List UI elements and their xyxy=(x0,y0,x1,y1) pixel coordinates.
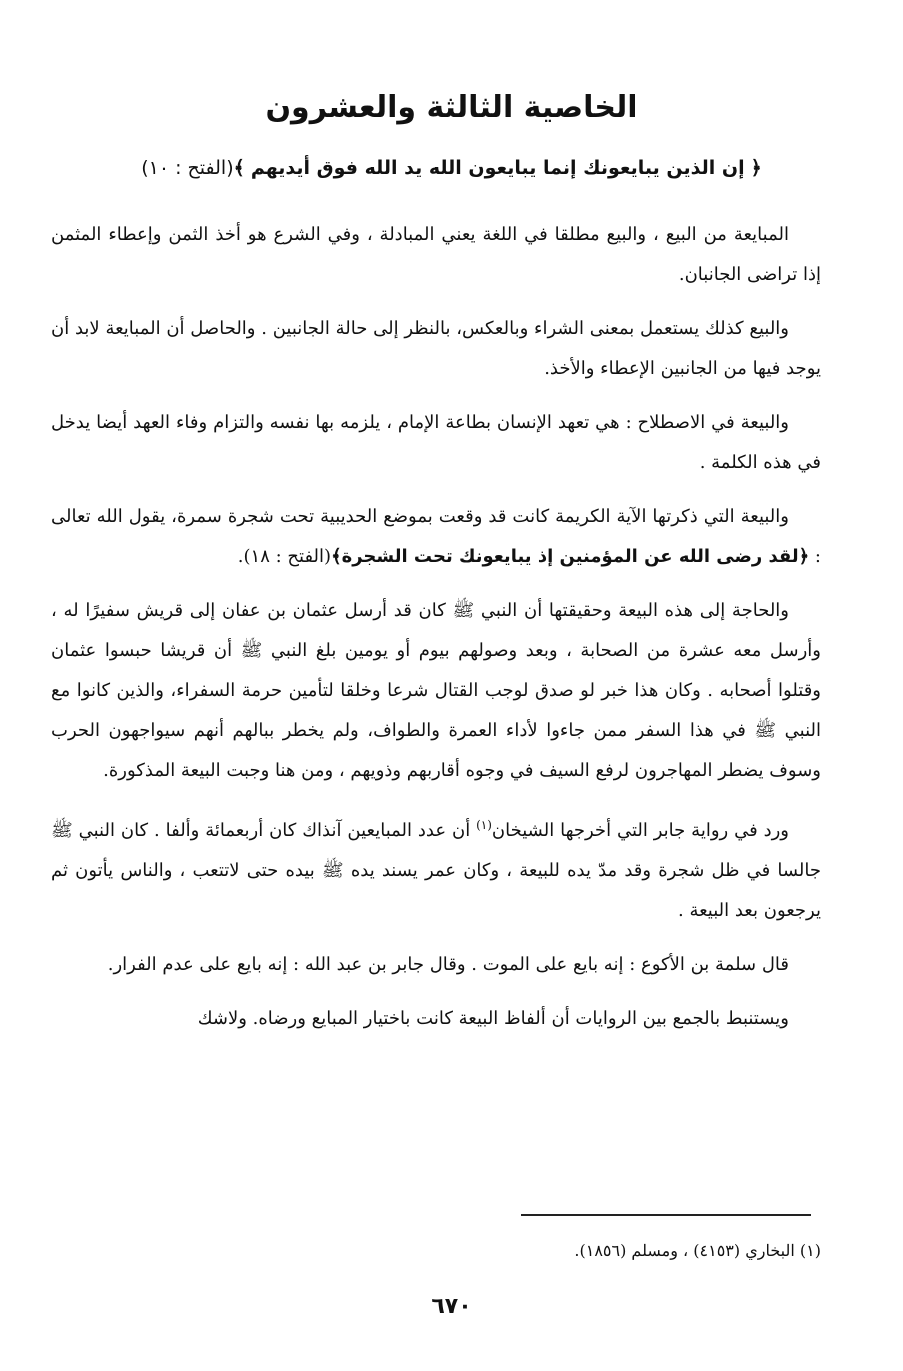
footnote: (١) البخاري (٤١٥٣) ، ومسلم (١٨٥٦). xyxy=(574,1241,821,1260)
paragraph-6 xyxy=(51,805,821,931)
inline-verse-text: لقد رضى الله عن المؤمنين إذ يبايعونك تحت الشجرة xyxy=(341,546,799,567)
page-number: ٦٧٠ xyxy=(431,1294,472,1319)
verse-close-bracket: ﴾ xyxy=(233,157,245,179)
inline-verse-close: ﴾ xyxy=(331,546,342,567)
body-text xyxy=(51,215,821,1053)
paragraph-4 xyxy=(51,497,821,577)
chapter-title: الخاصية الثالثة والعشرون xyxy=(265,90,638,125)
footnote-divider xyxy=(521,1214,811,1216)
paragraph-8: ويستنبط بالجمع بين الروايات أن ألفاظ البيعة كانت باختيار المبايع ورضاه. ولاشك xyxy=(197,1008,789,1029)
paragraph-3: والبيعة في الاصطلاح : هي تعهد الإنسان بطاعة الإمام ، يلزمه بها نفسه والتزام وفاء العهد أيضا يدخل في هذه الكلمة . xyxy=(51,412,821,473)
paragraph-4-intro: والبيعة التي ذكرتها الآية الكريمة كانت قد وقعت بموضع الحديبية تحت شجرة سمرة، يقول الله تعالى : xyxy=(51,506,821,567)
verse-open-bracket: ﴿ xyxy=(750,157,762,179)
inline-verse-reference: (الفتح : ١٨). xyxy=(237,546,332,567)
verse-text: إن الذين يبايعونك إنما يبايعون الله يد الله فوق أيديهم xyxy=(250,157,745,179)
footnote-marker: (١) xyxy=(476,818,492,832)
paragraph-7: قال سلمة بن الأكوع : إنه بايع على الموت . وقال جابر بن عبد الله : إنه بايع على عدم الفرار. xyxy=(107,954,789,975)
paragraph-1: المبايعة من البيع ، والبيع مطلقا في اللغة يعني المبادلة ، وفي الشرع هو أخذ الثمن وإعطاء المثمن إذا تراضى الجانبان. xyxy=(51,224,821,285)
paragraph-6-start: ورد في رواية جابر التي أخرجها الشيخان xyxy=(491,820,789,841)
paragraph-6-rest: أن عدد المبايعين آنذاك كان أربعمائة وألفا . كان النبي ﷺ جالسا في ظل شجرة وقد مدّ يده للبيعة ، وكان عمر يسند يده ﷺ بيده حتى لاتتعب ، والناس يأتون ثم يرجعون بعد البيعة . xyxy=(51,820,821,921)
quran-verse-heading xyxy=(0,150,903,186)
verse-reference: (الفتح : ١٠) xyxy=(141,157,234,179)
paragraph-5: والحاجة إلى هذه البيعة وحقيقتها أن النبي ﷺ كان قد أرسل عثمان بن عفان إلى قريش سفيرًا له ، وأرسل معه عشرة من الصحابة ، وبعد وصولهم بيوم أو يومين بلغ النبي ﷺ أن قريشا حبسوا عثمان وقتلوا أصحابه . وكان هذا خبر لو صدق لوجب القتال شرعا وخلقا لتأمين حرمة السفراء، والذين كانوا مع النبي ﷺ في هذا السفر ممن جاءوا لأداء العمرة والطواف، ولم يخطر ببالهم أنهم سيواجهون الحرب وسوف يضطر المهاجرون لرفع السيف في وجوه أقاربهم وذويهم ، ومن هنا وجبت البيعة المذكورة. xyxy=(51,600,821,781)
paragraph-2: والبيع كذلك يستعمل بمعنى الشراء وبالعكس، بالنظر إلى حالة الجانبين . والحاصل أن المبايعة لابد أن يوجد فيها من الجانبين الإعطاء والأخذ. xyxy=(51,318,821,379)
inline-verse-open: ﴿ xyxy=(798,546,810,567)
